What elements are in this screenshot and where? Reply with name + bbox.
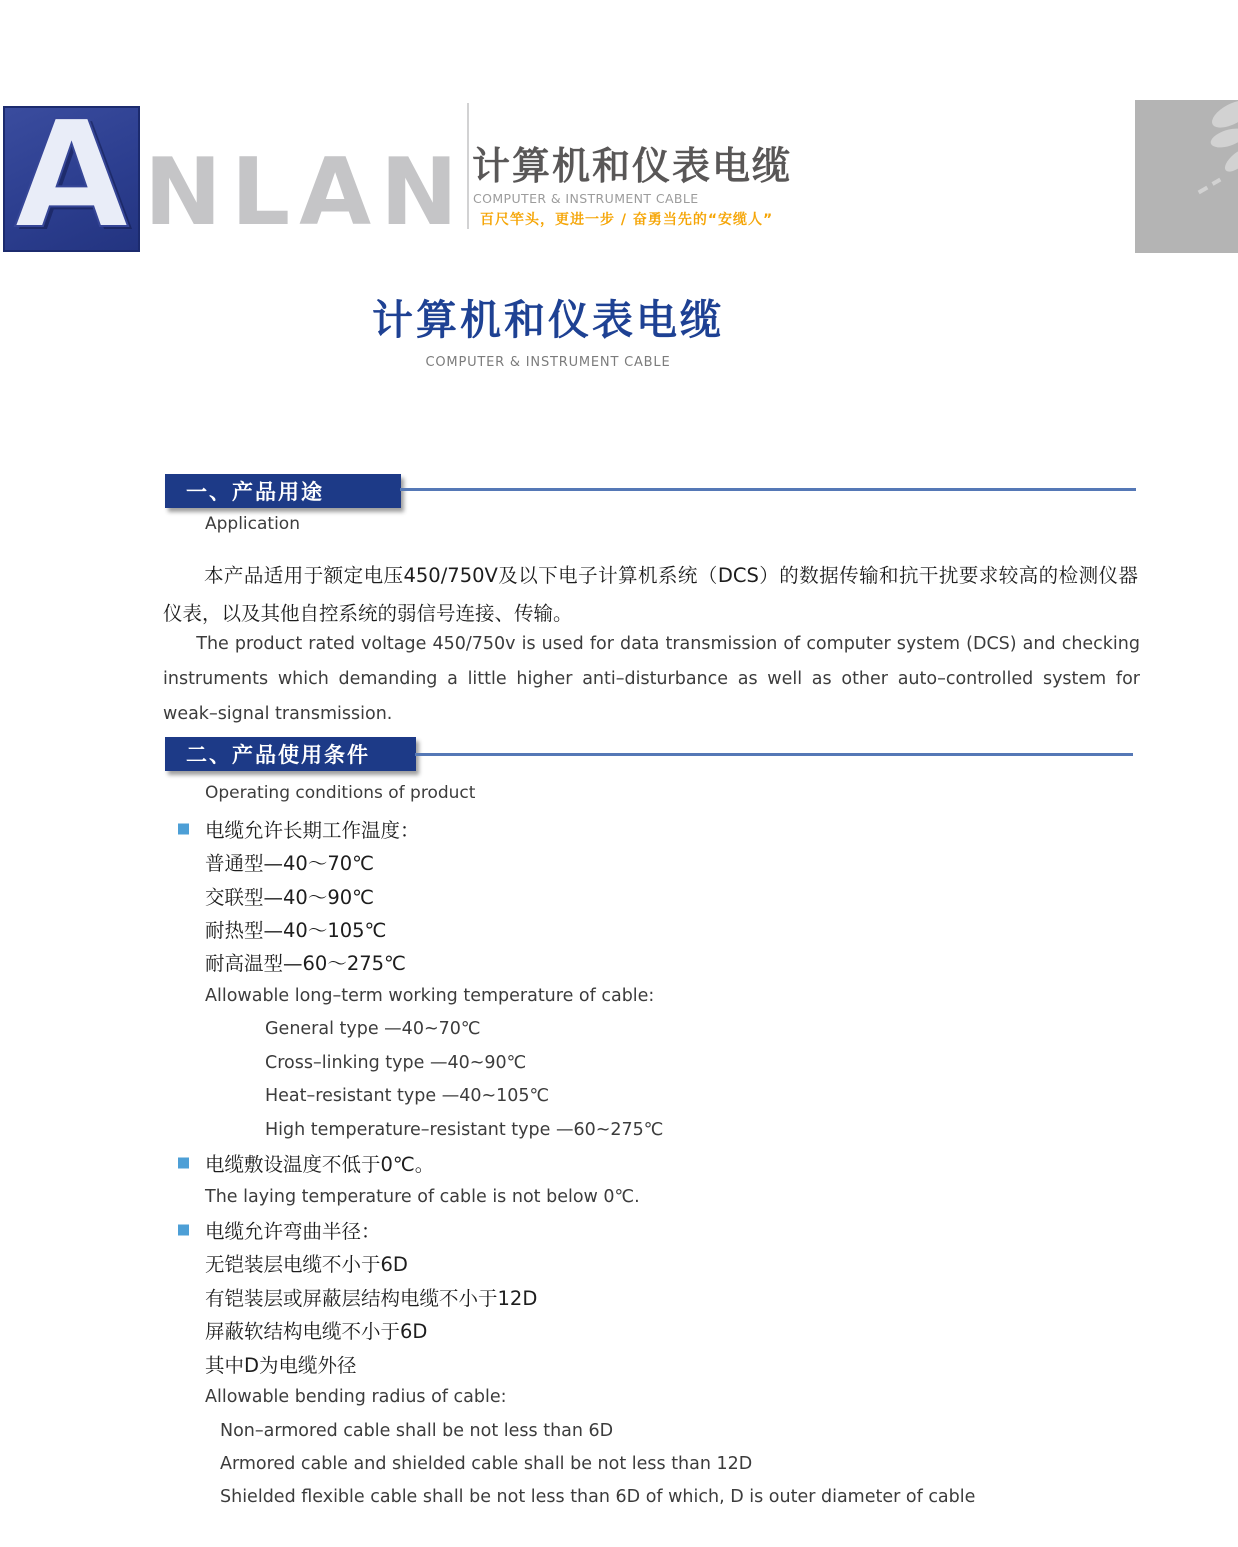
condition-text: The laying temperature of cable is not below 0℃. [205, 1186, 640, 1207]
condition-line [165, 1113, 1140, 1146]
condition-text: Armored cable and shielded cable shall be not less than 12D [220, 1454, 753, 1475]
operating-conditions-list [165, 812, 1140, 1514]
section2-heading: 二、产品使用条件 [165, 737, 416, 771]
page-subtitle: COMPUTER & INSTRUMENT CABLE [425, 355, 671, 371]
condition-line [165, 1180, 1140, 1213]
anlan-logo [3, 89, 140, 261]
condition-line [165, 1481, 1140, 1514]
condition-line [165, 1213, 1140, 1246]
header-product-title-en: COMPUTER & INSTRUMENT CABLE [473, 191, 699, 206]
condition-text: Cross–linking type —40~90℃ [265, 1052, 527, 1073]
application-paragraph-cn: 本产品适用于额定电压450/750V及以下电子计算机系统（DCS）的数据传输和抗干扰要求较高的检测仪器仪表，以及其他自控系统的弱信号连接、传输。 [163, 564, 1138, 625]
condition-text: 有铠装层或屏蔽层结构电缆不小于12D [205, 1286, 538, 1310]
section2-heading-en: Operating conditions of product [205, 783, 476, 803]
condition-text: 耐高温型—60～275℃ [205, 952, 406, 976]
condition-line [165, 879, 1140, 912]
condition-text: General type —40~70℃ [265, 1019, 481, 1040]
condition-line [165, 1046, 1140, 1079]
bullet-square-icon [178, 823, 189, 834]
condition-line [165, 1347, 1140, 1380]
leaf-icon [1136, 100, 1238, 253]
condition-line [165, 1247, 1140, 1280]
corner-decoration [1135, 100, 1238, 253]
condition-text: 无铠装层电缆不小于6D [205, 1253, 408, 1277]
logo-wordmark: NLAN [144, 138, 467, 246]
bullet-square-icon [178, 1224, 189, 1235]
page-title-block [163, 296, 933, 370]
condition-text: Shielded flexible cable shall be not less than 6D of which, D is outer diameter of cable [220, 1487, 976, 1508]
section1-rule [400, 488, 1136, 491]
logo-letter-a-icon: A [14, 89, 129, 261]
section1-heading: 一、产品用途 [165, 474, 401, 508]
condition-line [165, 1380, 1140, 1413]
condition-line [165, 1013, 1140, 1046]
condition-text: 电缆允许长期工作温度： [205, 818, 420, 842]
condition-text: Heat–resistant type —40~105℃ [265, 1086, 550, 1107]
condition-text: High temperature–resistant type —60~275℃ [265, 1119, 664, 1140]
condition-text: Allowable bending radius of cable: [205, 1387, 507, 1408]
condition-text: 电缆敷设温度不低于0℃。 [205, 1153, 435, 1177]
condition-line [165, 1080, 1140, 1113]
page-title: 计算机和仪表电缆 [372, 296, 724, 344]
condition-text: 耐热型—40～105℃ [205, 919, 387, 943]
section1-heading-en: Application [205, 514, 300, 534]
application-paragraph-en: The product rated voltage 450/750v is used for data transmission of computer system (DCS) and checking instruments which demanding a little higher anti–disturbance as well as other auto–controlled system for weak–signal transmission. [163, 634, 1140, 724]
header-product-title-cn: 计算机和仪表电缆 [472, 144, 793, 188]
condition-line [165, 946, 1140, 979]
header-slogan: 百尺竿头，更进一步 / 奋勇当先的“安缆人” [480, 212, 774, 228]
condition-text: 交联型—40～90℃ [205, 885, 375, 909]
condition-line [165, 1146, 1140, 1179]
header-divider [467, 103, 469, 229]
condition-text: 普通型—40～70℃ [205, 852, 375, 876]
condition-line [165, 1280, 1140, 1313]
condition-line [165, 979, 1140, 1012]
condition-line [165, 812, 1140, 845]
condition-text: Non–armored cable shall be not less than 6D [220, 1420, 614, 1441]
condition-text: 屏蔽软结构电缆不小于6D [205, 1320, 428, 1344]
section2-rule [415, 753, 1133, 756]
condition-text: Allowable long–term working temperature of cable: [205, 985, 655, 1006]
condition-line [165, 1447, 1140, 1480]
condition-line [165, 845, 1140, 878]
condition-line [165, 1414, 1140, 1447]
condition-line [165, 1314, 1140, 1347]
bullet-square-icon [178, 1158, 189, 1169]
condition-text: 电缆允许弯曲半径： [205, 1219, 381, 1243]
condition-line [165, 912, 1140, 945]
condition-text: 其中D为电缆外径 [205, 1353, 357, 1377]
